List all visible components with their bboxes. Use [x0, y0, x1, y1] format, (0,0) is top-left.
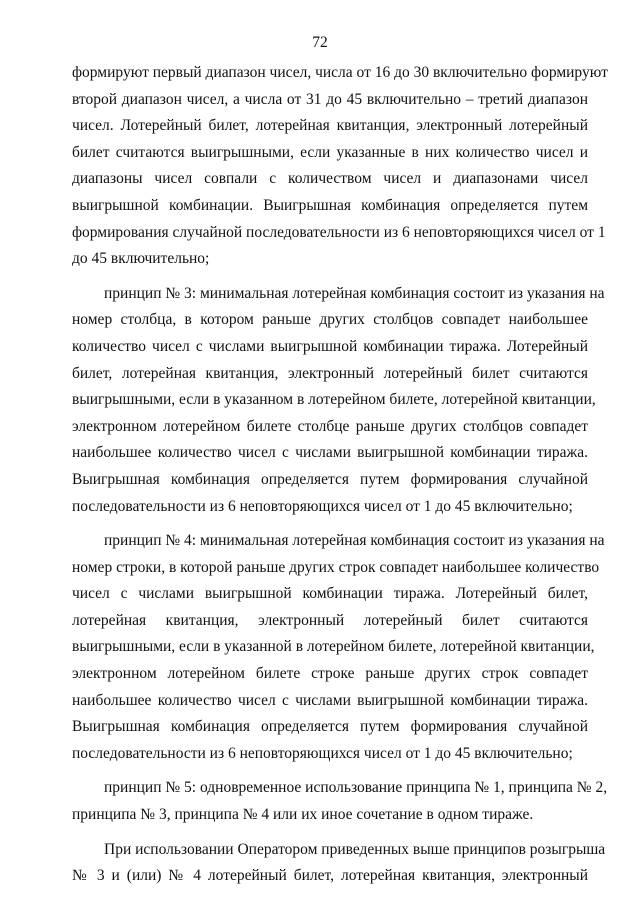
- text-line: выигрышными, если в указанном в лотерейном билете, лотерейной квитанции,: [72, 391, 596, 409]
- text-line: чисел. Лотерейный билет, лотерейная квитанция, электронный лотерейный: [72, 117, 588, 135]
- text-line: второй диапазон чисел, а числа от 31 до 45 включительно – третий диапазон: [72, 90, 588, 108]
- text-line: чисел с числами выигрышной комбинации тиража. Лотерейный билет,: [72, 585, 588, 603]
- text-line: электронном лотерейном билете строке раньше других строк совпадет: [72, 665, 588, 683]
- text-line: последовательности из 6 неповторяющихся чисел от 1 до 45 включительно;: [72, 744, 573, 762]
- text-line: формирования случайной последовательности из 6 неповторяющихся чисел от 1: [72, 223, 606, 241]
- text-line: до 45 включительно;: [72, 250, 210, 268]
- text-line: № 3 и (или) № 4 лотерейный билет, лотерейная квитанция, электронный: [72, 867, 588, 885]
- text-line: номер столбца, в котором раньше других столбцов совпадет наибольшее: [72, 311, 588, 329]
- text-line: билет, лотерейная квитанция, электронный лотерейный билет считаются: [72, 364, 588, 382]
- paragraph-principle-5: [72, 775, 608, 828]
- text-line: диапазоны чисел совпали с количеством чисел и диапазонами чисел: [72, 170, 588, 188]
- text-line: Выигрышная комбинация определяется путем формирования случайной: [72, 470, 588, 488]
- text-line: принципа № 3, принципа № 4 или их иное сочетание в одном тираже.: [72, 806, 534, 824]
- text-line: формируют первый диапазон чисел, числа от 16 до 30 включительно формируют: [72, 64, 608, 81]
- text-line: При использовании Оператором приведенных выше принципов розыгрыша: [104, 840, 606, 858]
- text-line: принцип № 3: минимальная лотерейная комбинация состоит из указания на: [104, 284, 605, 302]
- text-line: наибольшее количество чисел с числами выигрышной комбинации тиража.: [72, 691, 588, 709]
- text-line: Выигрышная комбинация определяется путем формирования случайной: [72, 718, 588, 736]
- text-line: последовательности из 6 неповторяющихся чисел от 1 до 45 включительно;: [72, 497, 573, 515]
- text-line: принцип № 5: одновременное использование принципа № 1, принципа № 2,: [104, 779, 608, 797]
- page-number: 72: [312, 34, 328, 51]
- text-line: номер строки, в которой раньше других строк совпадет наибольшее количество: [72, 558, 600, 576]
- paragraph-1: [72, 60, 608, 273]
- text-line: лотерейная квитанция, электронный лотерейный билет считаются: [72, 611, 588, 629]
- paragraph-principle-3: [72, 281, 605, 520]
- text-line: билет считаются выигрышными, если указанные в них количество чисел и: [72, 143, 588, 161]
- text-line: количество чисел с числами выигрышной комбинации тиража. Лотерейный: [72, 337, 588, 355]
- text-line: принцип № 4: минимальная лотерейная комбинация состоит из указания на: [104, 532, 605, 550]
- paragraph-principle-4: [72, 528, 605, 767]
- text-line: выигрышными, если в указанной в лотерейном билете, лотерейной квитанции,: [72, 638, 595, 656]
- text-line: наибольшее количество чисел с числами выигрышной комбинации тиража.: [72, 444, 588, 462]
- text-line: выигрышной комбинации. Выигрышная комбинация определяется путем: [72, 196, 588, 214]
- paragraph-operator-usage: [72, 837, 606, 890]
- document-body: [72, 60, 608, 890]
- text-line: электронном лотерейном билете столбце раньше других столбцов совпадет: [72, 417, 588, 435]
